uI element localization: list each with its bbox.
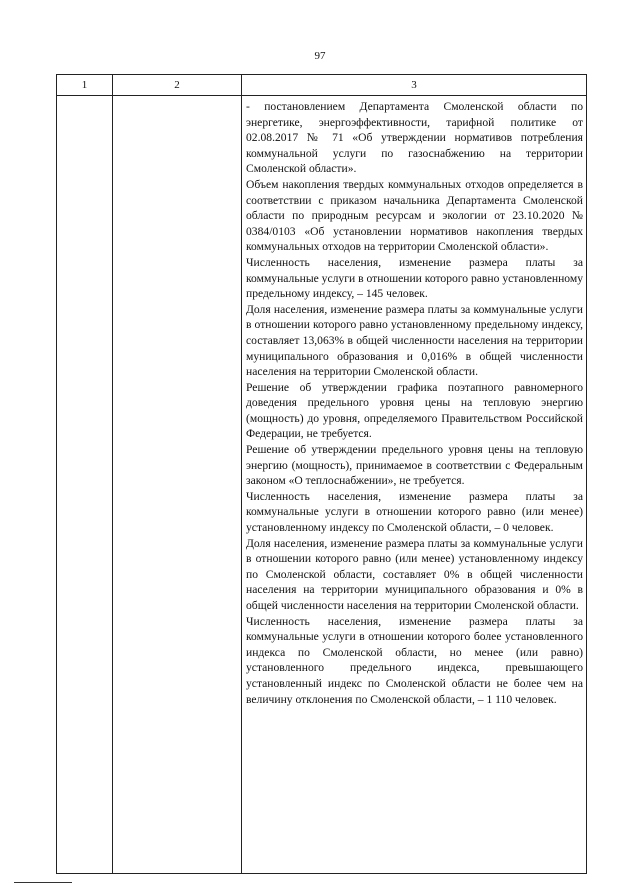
paragraph-population-share-equal: Доля населения, изменение размера платы за коммунальные услуги в отношении которого равно установленному предельному индексу, составляет 13,063% в общей численности населения на территории муниципального образования и 0,016% в общей численности населения на территории Смоленской области. <box>246 302 583 379</box>
content-cell-1 <box>57 96 113 874</box>
paragraph-population-count-less: Численность населения, изменение размера платы за коммунальные услуги в отношении которого равно (или менее) установленному индексу по Смоленской области, – 0 человек. <box>246 489 583 535</box>
paragraph-schedule-decision: Решение об утверждении графика поэтапного равномерного доведения предельного уровня цены на тепловую энергию (мощность) до уровня, определяемого Правительством Российской Федерации, не требуется. <box>246 380 583 441</box>
paragraph-population-count-more: Численность населения, изменение размера платы за коммунальные услуги в отношении которого более установленного индекса по Смоленской области, но менее (или равно) установленного предельного индекса, превышающего установленный индекс по Смоленской области не более чем на величину отклонения по Смоленской области, – 1 110 человек. <box>246 614 583 706</box>
paragraph-waste-volume: Объем накопления твердых коммунальных отходов определяется в соответствии с приказом начальника Департамента Смоленской области по природным ресурсам и экологии от 23.10.2020 № 0384/0103 «Об установлении нормативов накопления твердых коммунальных отходов на территории Смоленской области». <box>246 177 583 254</box>
document-table <box>56 74 587 874</box>
footer-rule <box>14 882 72 883</box>
column-header-3: 3 <box>242 75 587 96</box>
content-cell-3 <box>242 96 587 874</box>
table-header-row <box>57 75 587 96</box>
content-cell-2 <box>113 96 242 874</box>
column-header-1: 1 <box>57 75 113 96</box>
paragraph-price-level-decision: Решение об утверждении предельного уровня цены на тепловую энергию (мощность), принимаемое в соответствии с Федеральным законом «О теплоснабжении», не требуется. <box>246 443 583 488</box>
paragraph-gas-norms: - постановлением Департамента Смоленской области по энергетике, энергоэффективности, тарифной политике от 02.08.2017 № 71 «Об утверждении нормативов потребления коммунальной услуги по газоснабжению на территории Смоленской области». <box>246 100 583 176</box>
page-number: 97 <box>314 50 326 62</box>
paragraph-population-count-equal: Численность населения, изменение размера платы за коммунальные услуги в отношении которого равно установленному предельному индексу, – 145 человек. <box>246 255 583 301</box>
paragraph-population-share-less: Доля населения, изменение размера платы за коммунальные услуги в отношении которого равно (или менее) установленному индексу по Смоленской области, составляет 0% в общей численности населения на территории муниципального образования и 0% в общей численности населения на территории Смоленской области. <box>246 536 583 612</box>
table-content-row <box>57 96 587 874</box>
column-header-2: 2 <box>113 75 242 96</box>
